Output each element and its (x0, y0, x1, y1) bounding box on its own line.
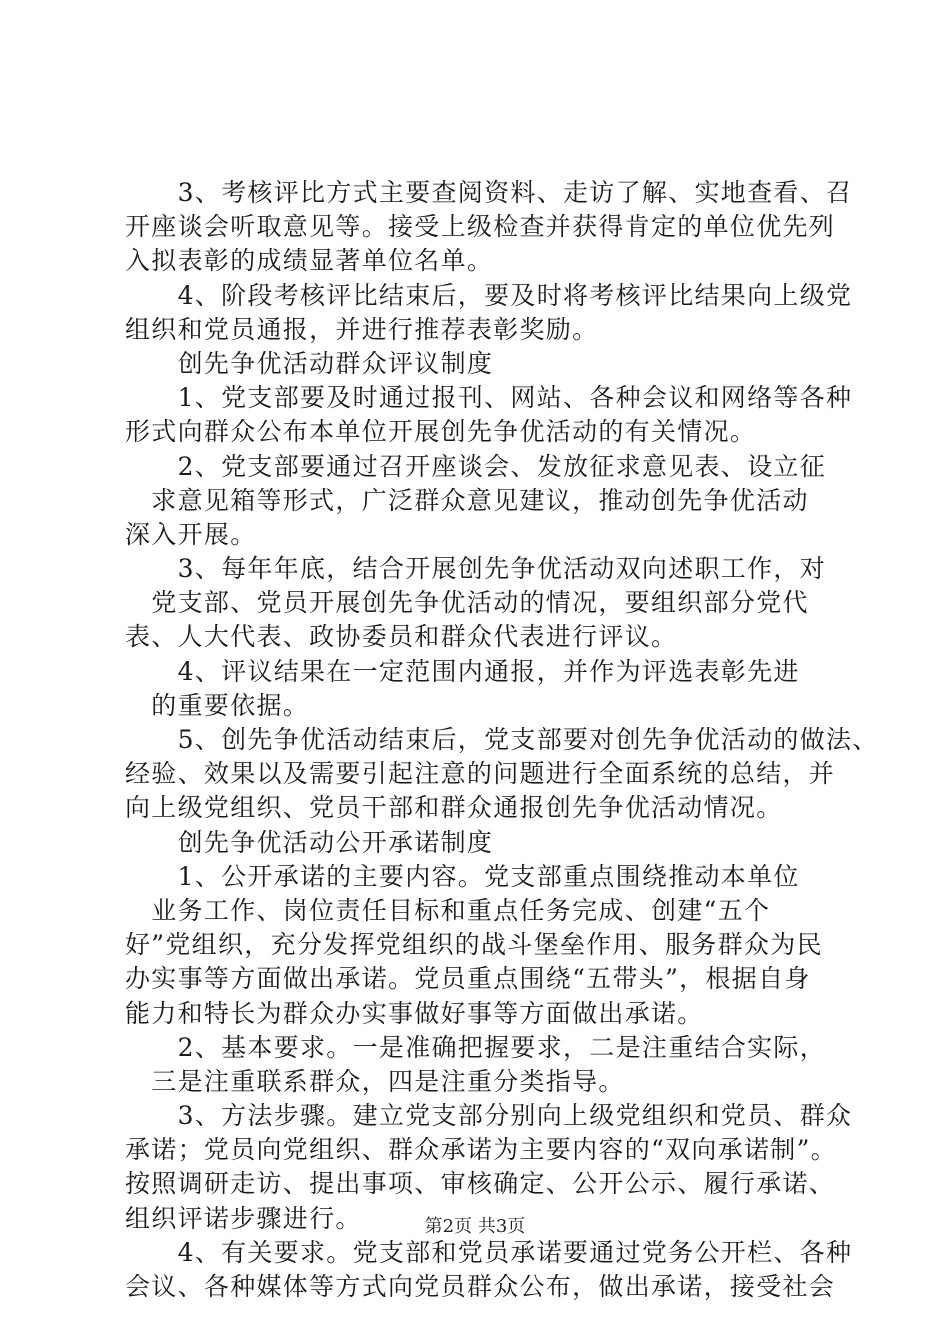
text-line: 能力和特长为群众办实事做好事等方面做出承诺。 (125, 998, 704, 1028)
text-line: 求意见箱等形式，广泛群众意见建议，推动创先争优活动 (125, 485, 809, 515)
text-line: 4、有关要求。党支部和党员承诺要通过党务公开栏、各种 (125, 1237, 853, 1267)
text-line: 按照调研走访、提出事项、审核确定、公开公示、履行承诺、 (125, 1169, 836, 1199)
text-line: 1、公开承诺的主要内容。党支部重点围绕推动本单位 (125, 861, 800, 891)
text-line: 创先争优活动公开承诺制度 (125, 827, 494, 857)
text-line: 5、创先争优活动结束后，党支部要对创先争优活动的做法、 (125, 725, 879, 754)
text-line: 形式向群众公布本单位开展创先争优活动的有关情况。 (125, 417, 757, 447)
text-line: 入拟表彰的成绩显著单位名单。 (125, 246, 494, 276)
text-line: 3、方法步骤。建立党支部分别向上级党组织和党员、群众 (125, 1101, 853, 1131)
text-line: 3、考核评比方式主要查阅资料、走访了解、实地查看、召 (125, 178, 853, 207)
text-line: 组织和党员通报，并进行推荐表彰奖励。 (125, 314, 599, 344)
text-line: 4、阶段考核评比结束后，要及时将考核评比结果向上级党 (125, 280, 853, 310)
text-line: 2、基本要求。一是准确把握要求，二是注重结合实际， (125, 1032, 827, 1062)
text-line: 开座谈会听取意见等。接受上级检查并获得肯定的单位优先列 (125, 212, 836, 242)
text-line: 创先争优活动群众评议制度 (125, 348, 494, 378)
text-line: 办实事等方面做出承诺。党员重点围绕“五带头”，根据自身 (125, 964, 811, 994)
text-line: 会议、各种媒体等方式向党员群众公布，做出承诺，接受社会 (125, 1272, 836, 1301)
text-line: 组织评诺步骤进行。 (125, 1203, 362, 1233)
text-line: 承诺；党员向党组织、群众承诺为主要内容的“双向承诺制”。 (125, 1135, 837, 1165)
text-line: 党支部、党员开展创先争优活动的情况，要组织部分党代 (125, 588, 809, 618)
text-line: 业务工作、岗位责任目标和重点任务完成、创建“五个 (125, 895, 771, 925)
text-line: 经验、效果以及需要引起注意的问题进行全面系统的总结，并 (125, 759, 836, 789)
text-line: 2、党支部要通过召开座谈会、发放征求意见表、设立征 (125, 451, 827, 481)
text-line: 3、每年年底，结合开展创先争优活动双向述职工作，对 (125, 554, 827, 584)
text-line: 1、党支部要及时通过报刊、网站、各种会议和网络等各种 (125, 383, 853, 413)
text-line: 表、人大代表、政协委员和群众代表进行评议。 (125, 622, 678, 652)
text-line: 4、评议结果在一定范围内通报，并作为评选表彰先进 (125, 656, 800, 686)
text-line: 好”党组织，充分发挥党组织的战斗堡垒作用、服务群众为民 (125, 930, 823, 960)
document-body (125, 176, 879, 1304)
text-line: 向上级党组织、党员干部和群众通报创先争优活动情况。 (125, 793, 783, 823)
text-line: 的重要依据。 (125, 690, 310, 720)
page-footer: 第2页 共3页 (424, 1216, 526, 1237)
text-line: 深入开展。 (125, 519, 257, 549)
text-line: 三是注重联系群众，四是注重分类指导。 (125, 1066, 625, 1096)
